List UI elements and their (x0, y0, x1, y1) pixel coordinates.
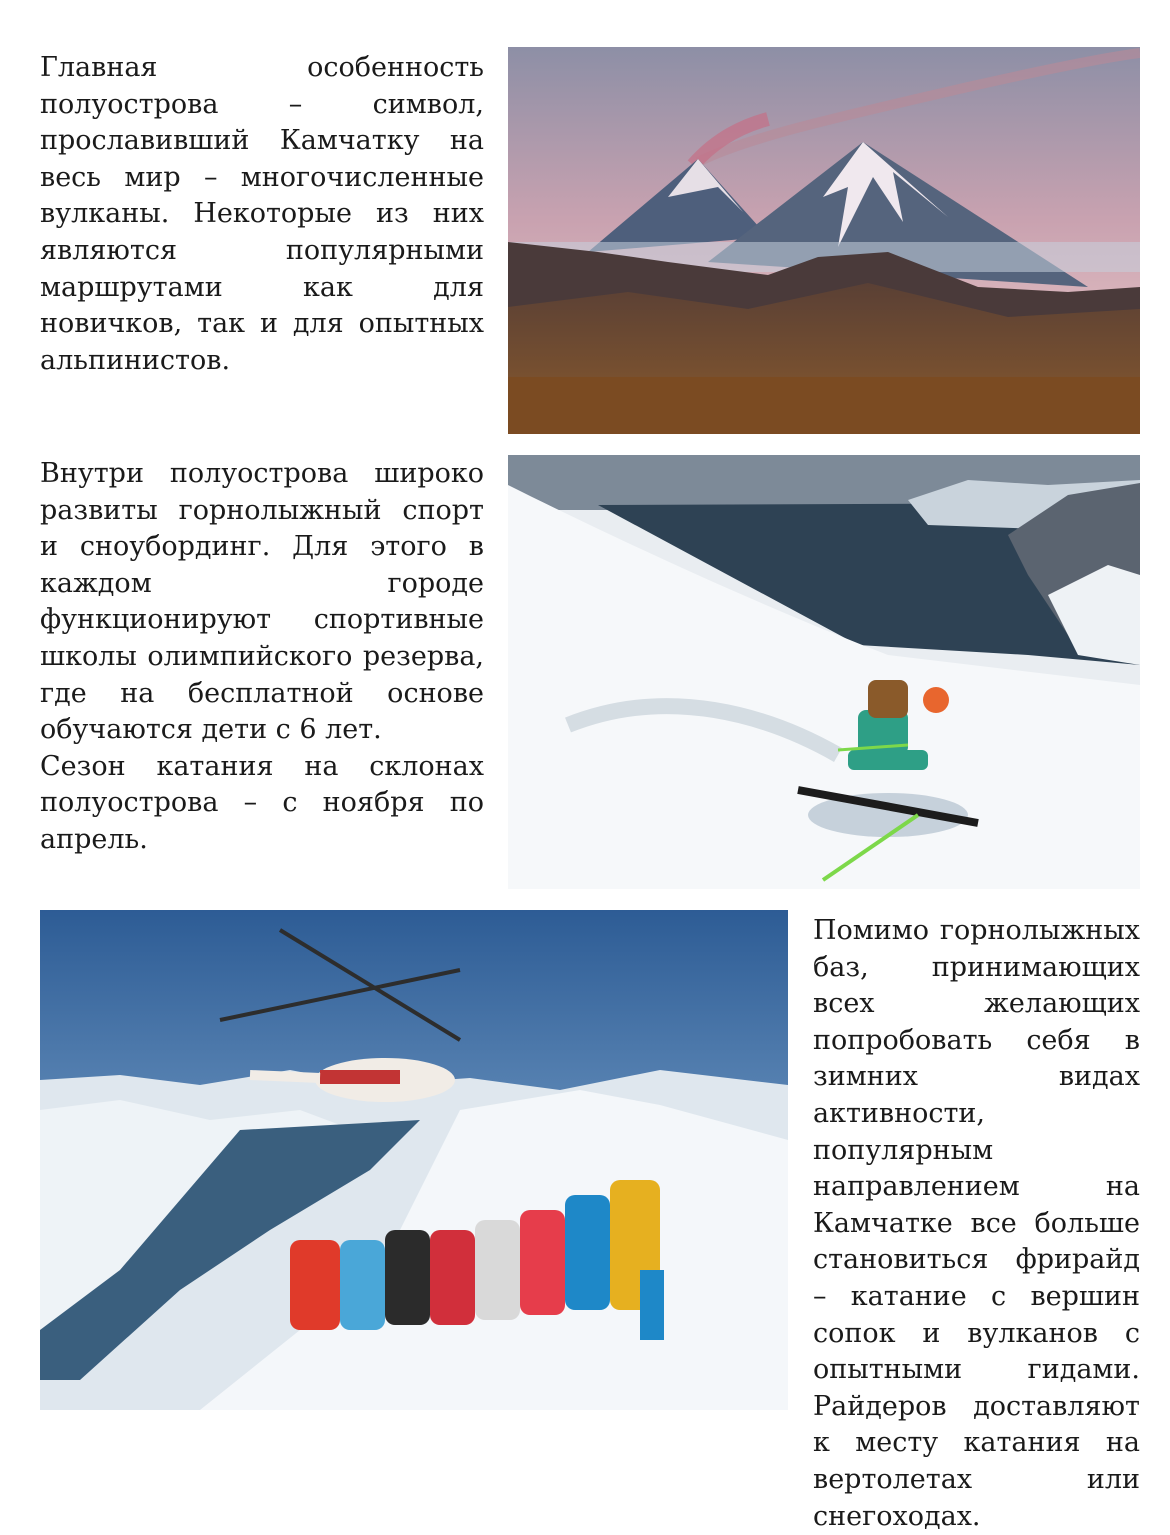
volcano-photo (508, 47, 1140, 434)
paragraph-freeride-text: Помимо горнолыжных баз, принимающих всех желающих попробовать себя в зимних видах активности, популярным направлением на Камчатке все больше становиться фрирайд – катание с вершин сопок и вулканов с опытными гидами. Райдеров доставляют к месту катания на вертолетах или снегоходах. (813, 915, 1140, 1532)
skier-photo (508, 455, 1140, 889)
paragraph-volcanoes-text: Главная особенность полуострова – символ, прославивший Камчатку на весь мир – многочисленные вулканы. Некоторые из них являются популярными маршрутами как для новичков, так и для опытных альпинистов. (40, 52, 484, 376)
paragraph-skiing-text: Внутри полуострова широко развиты горнолыжный спорт и сноубординг. Для этого в каждом городе функционируют спортивные школы олимпийского резерва, где на бесплатной основе обучаются дети с 6 лет. (40, 458, 484, 746)
freeride-group-photo (40, 910, 788, 1410)
paragraph-volcanoes (40, 50, 484, 379)
paragraph-freeride (813, 913, 1140, 1535)
paragraph-skiing (40, 456, 484, 859)
paragraph-season-text: Сезон катания на склонах полуострова – с ноября по апрель. (40, 750, 484, 855)
